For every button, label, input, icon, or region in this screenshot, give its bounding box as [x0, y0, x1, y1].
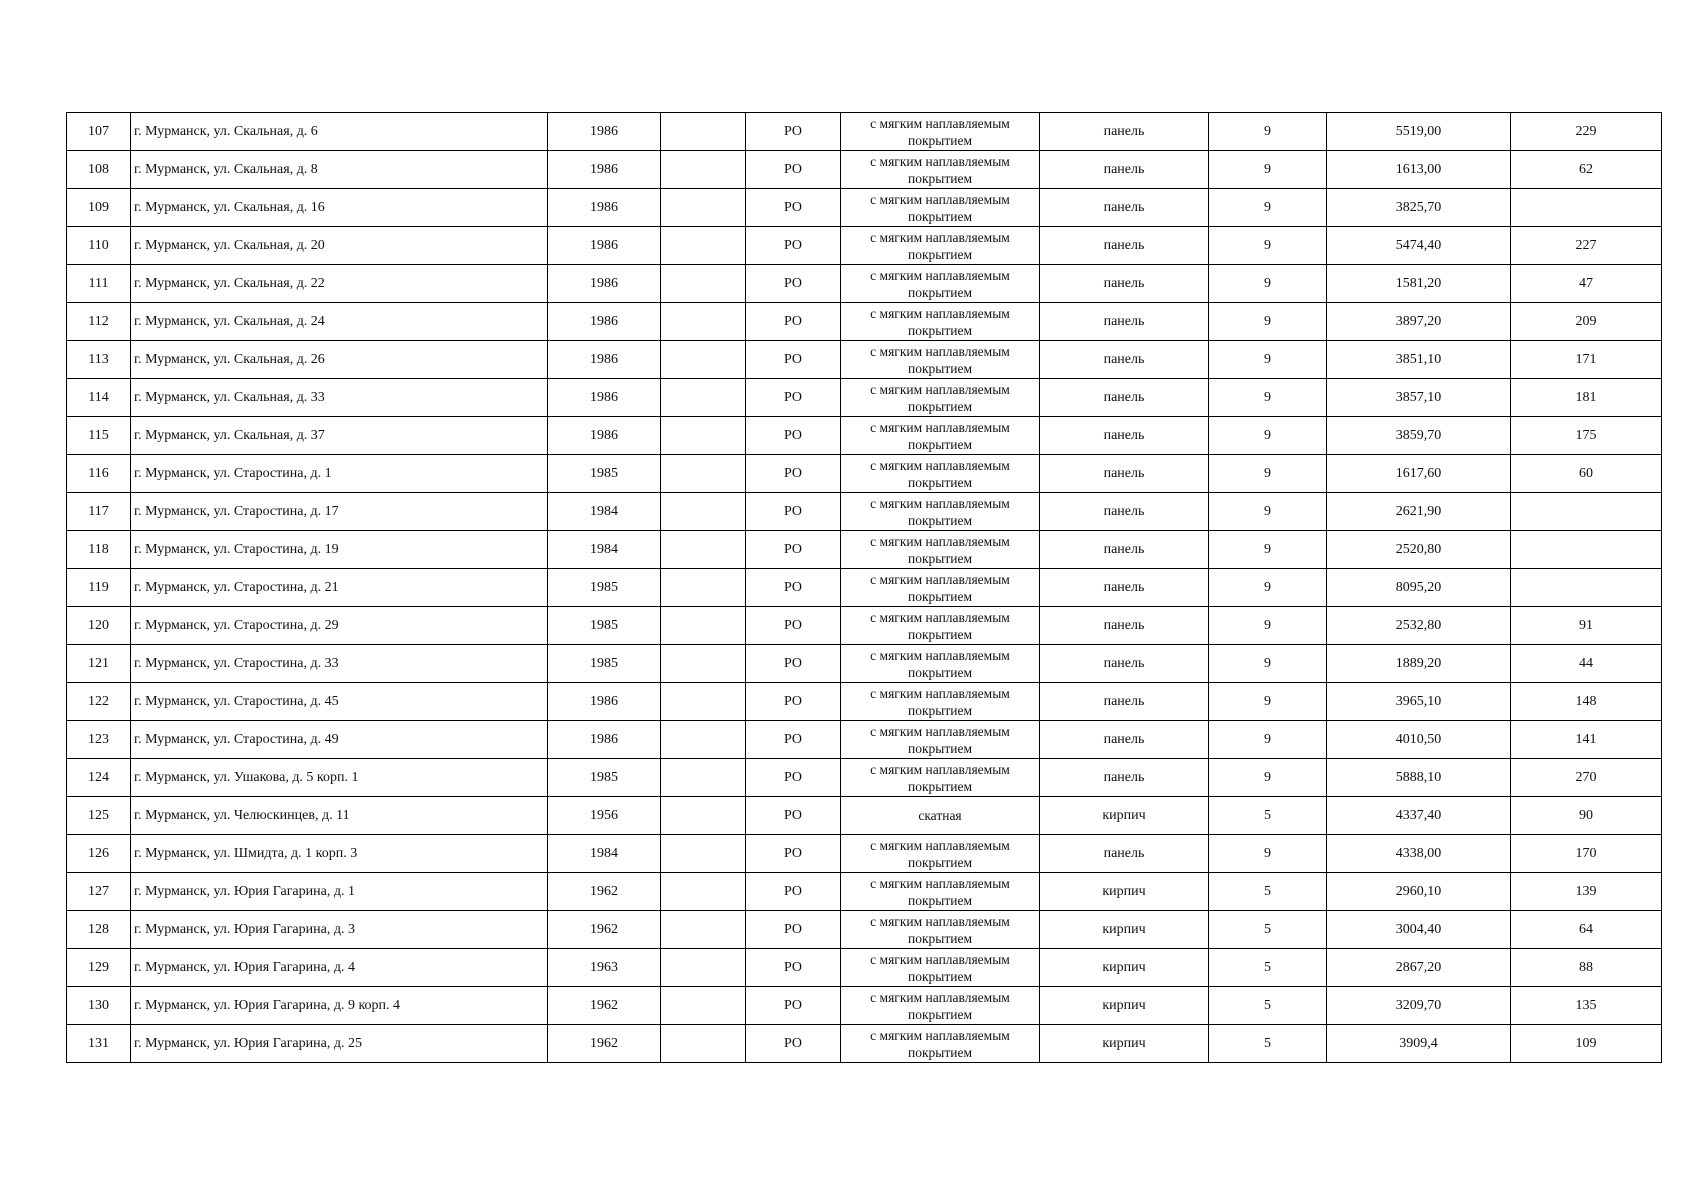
roof-type-cell: с мягким наплавляемым покрытием — [841, 949, 1040, 987]
area-cell: 2867,20 — [1327, 949, 1511, 987]
build-year-cell: 1986 — [548, 379, 661, 417]
fund-cell: РО — [746, 569, 841, 607]
build-year-cell: 1962 — [548, 911, 661, 949]
fund-cell: РО — [746, 265, 841, 303]
fund-cell: РО — [746, 949, 841, 987]
residents-cell: 175 — [1511, 417, 1662, 455]
floors-cell: 9 — [1209, 227, 1327, 265]
table-row — [67, 569, 1662, 607]
empty-cell — [661, 493, 746, 531]
residents-cell — [1511, 531, 1662, 569]
address-cell: г. Мурманск, ул. Юрия Гагарина, д. 25 — [131, 1025, 548, 1063]
residents-cell: 148 — [1511, 683, 1662, 721]
wall-material-cell: кирпич — [1040, 1025, 1209, 1063]
area-cell: 4010,50 — [1327, 721, 1511, 759]
roof-type-cell: с мягким наплавляемым покрытием — [841, 265, 1040, 303]
wall-material-cell: панель — [1040, 227, 1209, 265]
build-year-cell: 1962 — [548, 873, 661, 911]
floors-cell: 9 — [1209, 645, 1327, 683]
empty-cell — [661, 797, 746, 835]
wall-material-cell: панель — [1040, 379, 1209, 417]
fund-cell: РО — [746, 227, 841, 265]
row-number-cell: 123 — [67, 721, 131, 759]
table-row — [67, 873, 1662, 911]
table-row — [67, 189, 1662, 227]
address-cell: г. Мурманск, ул. Ушакова, д. 5 корп. 1 — [131, 759, 548, 797]
floors-cell: 9 — [1209, 531, 1327, 569]
residents-cell: 64 — [1511, 911, 1662, 949]
address-cell: г. Мурманск, ул. Скальная, д. 26 — [131, 341, 548, 379]
empty-cell — [661, 265, 746, 303]
table-row — [67, 227, 1662, 265]
row-number-cell: 114 — [67, 379, 131, 417]
table-row — [67, 151, 1662, 189]
wall-material-cell: панель — [1040, 189, 1209, 227]
table-row — [67, 265, 1662, 303]
area-cell: 1889,20 — [1327, 645, 1511, 683]
roof-type-cell: с мягким наплавляемым покрытием — [841, 759, 1040, 797]
residents-cell: 62 — [1511, 151, 1662, 189]
residents-cell: 60 — [1511, 455, 1662, 493]
roof-type-cell: с мягким наплавляемым покрытием — [841, 303, 1040, 341]
table-row — [67, 531, 1662, 569]
wall-material-cell: панель — [1040, 303, 1209, 341]
table-row — [67, 1025, 1662, 1063]
address-cell: г. Мурманск, ул. Скальная, д. 24 — [131, 303, 548, 341]
floors-cell: 9 — [1209, 721, 1327, 759]
address-cell: г. Мурманск, ул. Скальная, д. 8 — [131, 151, 548, 189]
row-number-cell: 116 — [67, 455, 131, 493]
roof-type-cell: с мягким наплавляемым покрытием — [841, 227, 1040, 265]
fund-cell: РО — [746, 341, 841, 379]
residents-cell — [1511, 189, 1662, 227]
address-cell: г. Мурманск, ул. Старостина, д. 21 — [131, 569, 548, 607]
area-cell: 2621,90 — [1327, 493, 1511, 531]
table-row — [67, 911, 1662, 949]
wall-material-cell: панель — [1040, 759, 1209, 797]
row-number-cell: 122 — [67, 683, 131, 721]
row-number-cell: 111 — [67, 265, 131, 303]
build-year-cell: 1985 — [548, 645, 661, 683]
roof-type-cell: с мягким наплавляемым покрытием — [841, 417, 1040, 455]
area-cell: 2960,10 — [1327, 873, 1511, 911]
table-row — [67, 417, 1662, 455]
row-number-cell: 117 — [67, 493, 131, 531]
table-row — [67, 797, 1662, 835]
row-number-cell: 124 — [67, 759, 131, 797]
address-cell: г. Мурманск, ул. Шмидта, д. 1 корп. 3 — [131, 835, 548, 873]
empty-cell — [661, 721, 746, 759]
address-cell: г. Мурманск, ул. Старостина, д. 17 — [131, 493, 548, 531]
empty-cell — [661, 911, 746, 949]
residents-cell: 209 — [1511, 303, 1662, 341]
row-number-cell: 121 — [67, 645, 131, 683]
area-cell: 3851,10 — [1327, 341, 1511, 379]
empty-cell — [661, 455, 746, 493]
empty-cell — [661, 607, 746, 645]
wall-material-cell: панель — [1040, 113, 1209, 151]
address-cell: г. Мурманск, ул. Старостина, д. 33 — [131, 645, 548, 683]
roof-type-cell: с мягким наплавляемым покрытием — [841, 987, 1040, 1025]
residents-cell — [1511, 493, 1662, 531]
floors-cell: 9 — [1209, 683, 1327, 721]
row-number-cell: 113 — [67, 341, 131, 379]
roof-type-cell: с мягким наплавляемым покрытием — [841, 493, 1040, 531]
empty-cell — [661, 569, 746, 607]
address-cell: г. Мурманск, ул. Юрия Гагарина, д. 9 корп. 4 — [131, 987, 548, 1025]
floors-cell: 5 — [1209, 911, 1327, 949]
wall-material-cell: кирпич — [1040, 873, 1209, 911]
fund-cell: РО — [746, 531, 841, 569]
wall-material-cell: панель — [1040, 607, 1209, 645]
table-row — [67, 113, 1662, 151]
wall-material-cell: панель — [1040, 645, 1209, 683]
build-year-cell: 1956 — [548, 797, 661, 835]
fund-cell: РО — [746, 151, 841, 189]
empty-cell — [661, 531, 746, 569]
address-cell: г. Мурманск, ул. Челюскинцев, д. 11 — [131, 797, 548, 835]
row-number-cell: 109 — [67, 189, 131, 227]
residents-cell: 44 — [1511, 645, 1662, 683]
address-cell: г. Мурманск, ул. Старостина, д. 49 — [131, 721, 548, 759]
roof-type-cell: с мягким наплавляемым покрытием — [841, 721, 1040, 759]
build-year-cell: 1962 — [548, 987, 661, 1025]
residents-cell: 171 — [1511, 341, 1662, 379]
floors-cell: 5 — [1209, 949, 1327, 987]
build-year-cell: 1986 — [548, 303, 661, 341]
empty-cell — [661, 379, 746, 417]
empty-cell — [661, 341, 746, 379]
table-row — [67, 721, 1662, 759]
table-row — [67, 987, 1662, 1025]
floors-cell: 9 — [1209, 151, 1327, 189]
area-cell: 2520,80 — [1327, 531, 1511, 569]
address-cell: г. Мурманск, ул. Старостина, д. 19 — [131, 531, 548, 569]
floors-cell: 5 — [1209, 987, 1327, 1025]
build-year-cell: 1985 — [548, 455, 661, 493]
build-year-cell: 1985 — [548, 569, 661, 607]
build-year-cell: 1986 — [548, 227, 661, 265]
residents-cell: 181 — [1511, 379, 1662, 417]
table-row — [67, 949, 1662, 987]
table-row — [67, 341, 1662, 379]
residents-cell: 227 — [1511, 227, 1662, 265]
wall-material-cell: панель — [1040, 569, 1209, 607]
build-year-cell: 1984 — [548, 493, 661, 531]
empty-cell — [661, 835, 746, 873]
residents-cell: 229 — [1511, 113, 1662, 151]
area-cell: 5474,40 — [1327, 227, 1511, 265]
build-year-cell: 1986 — [548, 265, 661, 303]
empty-cell — [661, 645, 746, 683]
roof-type-cell: с мягким наплавляемым покрытием — [841, 379, 1040, 417]
empty-cell — [661, 987, 746, 1025]
fund-cell: РО — [746, 873, 841, 911]
area-cell: 3909,4 — [1327, 1025, 1511, 1063]
roof-type-cell: с мягким наплавляемым покрытием — [841, 873, 1040, 911]
table-row — [67, 493, 1662, 531]
wall-material-cell: кирпич — [1040, 949, 1209, 987]
fund-cell: РО — [746, 303, 841, 341]
wall-material-cell: панель — [1040, 683, 1209, 721]
row-number-cell: 110 — [67, 227, 131, 265]
fund-cell: РО — [746, 607, 841, 645]
residents-cell: 270 — [1511, 759, 1662, 797]
wall-material-cell: панель — [1040, 455, 1209, 493]
wall-material-cell: кирпич — [1040, 911, 1209, 949]
residents-cell: 141 — [1511, 721, 1662, 759]
build-year-cell: 1986 — [548, 721, 661, 759]
address-cell: г. Мурманск, ул. Старостина, д. 29 — [131, 607, 548, 645]
residents-cell: 47 — [1511, 265, 1662, 303]
row-number-cell: 127 — [67, 873, 131, 911]
address-cell: г. Мурманск, ул. Старостина, д. 45 — [131, 683, 548, 721]
table-row — [67, 455, 1662, 493]
fund-cell: РО — [746, 835, 841, 873]
fund-cell: РО — [746, 493, 841, 531]
residents-cell: 88 — [1511, 949, 1662, 987]
empty-cell — [661, 189, 746, 227]
address-cell: г. Мурманск, ул. Скальная, д. 6 — [131, 113, 548, 151]
area-cell: 3965,10 — [1327, 683, 1511, 721]
build-year-cell: 1963 — [548, 949, 661, 987]
build-year-cell: 1984 — [548, 835, 661, 873]
roof-type-cell: с мягким наплавляемым покрытием — [841, 569, 1040, 607]
fund-cell: РО — [746, 455, 841, 493]
row-number-cell: 118 — [67, 531, 131, 569]
area-cell: 5519,00 — [1327, 113, 1511, 151]
area-cell: 3209,70 — [1327, 987, 1511, 1025]
row-number-cell: 131 — [67, 1025, 131, 1063]
residents-cell: 109 — [1511, 1025, 1662, 1063]
row-number-cell: 126 — [67, 835, 131, 873]
roof-type-cell: с мягким наплавляемым покрытием — [841, 455, 1040, 493]
roof-type-cell: с мягким наплавляемым покрытием — [841, 683, 1040, 721]
area-cell: 4337,40 — [1327, 797, 1511, 835]
residents-cell: 139 — [1511, 873, 1662, 911]
row-number-cell: 120 — [67, 607, 131, 645]
build-year-cell: 1986 — [548, 189, 661, 227]
area-cell: 1617,60 — [1327, 455, 1511, 493]
address-cell: г. Мурманск, ул. Скальная, д. 20 — [131, 227, 548, 265]
address-cell: г. Мурманск, ул. Скальная, д. 37 — [131, 417, 548, 455]
table-row — [67, 683, 1662, 721]
fund-cell: РО — [746, 1025, 841, 1063]
residents-cell — [1511, 569, 1662, 607]
row-number-cell: 112 — [67, 303, 131, 341]
wall-material-cell: панель — [1040, 341, 1209, 379]
roof-type-cell: скатная — [841, 797, 1040, 835]
wall-material-cell: панель — [1040, 265, 1209, 303]
roof-type-cell: с мягким наплавляемым покрытием — [841, 835, 1040, 873]
table-row — [67, 835, 1662, 873]
fund-cell: РО — [746, 645, 841, 683]
roof-type-cell: с мягким наплавляемым покрытием — [841, 341, 1040, 379]
wall-material-cell: панель — [1040, 721, 1209, 759]
empty-cell — [661, 227, 746, 265]
fund-cell: РО — [746, 379, 841, 417]
build-year-cell: 1986 — [548, 151, 661, 189]
roof-type-cell: с мягким наплавляемым покрытием — [841, 645, 1040, 683]
row-number-cell: 119 — [67, 569, 131, 607]
wall-material-cell: панель — [1040, 835, 1209, 873]
fund-cell: РО — [746, 721, 841, 759]
address-cell: г. Мурманск, ул. Юрия Гагарина, д. 3 — [131, 911, 548, 949]
table-row — [67, 379, 1662, 417]
floors-cell: 9 — [1209, 835, 1327, 873]
floors-cell: 5 — [1209, 1025, 1327, 1063]
area-cell: 3897,20 — [1327, 303, 1511, 341]
wall-material-cell: панель — [1040, 417, 1209, 455]
fund-cell: РО — [746, 683, 841, 721]
roof-type-cell: с мягким наплавляемым покрытием — [841, 189, 1040, 227]
empty-cell — [661, 759, 746, 797]
build-year-cell: 1986 — [548, 417, 661, 455]
empty-cell — [661, 417, 746, 455]
floors-cell: 9 — [1209, 341, 1327, 379]
housing-registry-table — [66, 112, 1662, 1063]
fund-cell: РО — [746, 759, 841, 797]
area-cell: 4338,00 — [1327, 835, 1511, 873]
build-year-cell: 1985 — [548, 759, 661, 797]
address-cell: г. Мурманск, ул. Скальная, д. 33 — [131, 379, 548, 417]
floors-cell: 9 — [1209, 265, 1327, 303]
area-cell: 3859,70 — [1327, 417, 1511, 455]
address-cell: г. Мурманск, ул. Юрия Гагарина, д. 1 — [131, 873, 548, 911]
floors-cell: 9 — [1209, 607, 1327, 645]
row-number-cell: 125 — [67, 797, 131, 835]
build-year-cell: 1986 — [548, 113, 661, 151]
build-year-cell: 1986 — [548, 341, 661, 379]
empty-cell — [661, 151, 746, 189]
address-cell: г. Мурманск, ул. Старостина, д. 1 — [131, 455, 548, 493]
residents-cell: 91 — [1511, 607, 1662, 645]
fund-cell: РО — [746, 113, 841, 151]
empty-cell — [661, 949, 746, 987]
row-number-cell: 129 — [67, 949, 131, 987]
area-cell: 2532,80 — [1327, 607, 1511, 645]
build-year-cell: 1985 — [548, 607, 661, 645]
registry-body — [67, 113, 1662, 1063]
fund-cell: РО — [746, 189, 841, 227]
row-number-cell: 108 — [67, 151, 131, 189]
area-cell: 3004,40 — [1327, 911, 1511, 949]
floors-cell: 9 — [1209, 569, 1327, 607]
roof-type-cell: с мягким наплавляемым покрытием — [841, 1025, 1040, 1063]
residents-cell: 135 — [1511, 987, 1662, 1025]
table-row — [67, 303, 1662, 341]
table-row — [67, 645, 1662, 683]
build-year-cell: 1984 — [548, 531, 661, 569]
build-year-cell: 1986 — [548, 683, 661, 721]
fund-cell: РО — [746, 417, 841, 455]
area-cell: 1613,00 — [1327, 151, 1511, 189]
wall-material-cell: панель — [1040, 151, 1209, 189]
roof-type-cell: с мягким наплавляемым покрытием — [841, 531, 1040, 569]
address-cell: г. Мурманск, ул. Скальная, д. 16 — [131, 189, 548, 227]
floors-cell: 9 — [1209, 113, 1327, 151]
row-number-cell: 115 — [67, 417, 131, 455]
wall-material-cell: кирпич — [1040, 987, 1209, 1025]
empty-cell — [661, 873, 746, 911]
table-row — [67, 607, 1662, 645]
table-row — [67, 759, 1662, 797]
address-cell: г. Мурманск, ул. Скальная, д. 22 — [131, 265, 548, 303]
roof-type-cell: с мягким наплавляемым покрытием — [841, 911, 1040, 949]
fund-cell: РО — [746, 797, 841, 835]
floors-cell: 9 — [1209, 759, 1327, 797]
area-cell: 3825,70 — [1327, 189, 1511, 227]
floors-cell: 9 — [1209, 379, 1327, 417]
area-cell: 8095,20 — [1327, 569, 1511, 607]
wall-material-cell: панель — [1040, 531, 1209, 569]
floors-cell: 5 — [1209, 797, 1327, 835]
floors-cell: 9 — [1209, 417, 1327, 455]
roof-type-cell: с мягким наплавляемым покрытием — [841, 151, 1040, 189]
floors-cell: 9 — [1209, 189, 1327, 227]
roof-type-cell: с мягким наплавляемым покрытием — [841, 113, 1040, 151]
floors-cell: 9 — [1209, 493, 1327, 531]
empty-cell — [661, 303, 746, 341]
floors-cell: 5 — [1209, 873, 1327, 911]
build-year-cell: 1962 — [548, 1025, 661, 1063]
residents-cell: 90 — [1511, 797, 1662, 835]
residents-cell: 170 — [1511, 835, 1662, 873]
floors-cell: 9 — [1209, 455, 1327, 493]
empty-cell — [661, 113, 746, 151]
fund-cell: РО — [746, 987, 841, 1025]
floors-cell: 9 — [1209, 303, 1327, 341]
roof-type-cell: с мягким наплавляемым покрытием — [841, 607, 1040, 645]
wall-material-cell: кирпич — [1040, 797, 1209, 835]
row-number-cell: 128 — [67, 911, 131, 949]
row-number-cell: 130 — [67, 987, 131, 1025]
area-cell: 3857,10 — [1327, 379, 1511, 417]
row-number-cell: 107 — [67, 113, 131, 151]
fund-cell: РО — [746, 911, 841, 949]
wall-material-cell: панель — [1040, 493, 1209, 531]
empty-cell — [661, 683, 746, 721]
address-cell: г. Мурманск, ул. Юрия Гагарина, д. 4 — [131, 949, 548, 987]
empty-cell — [661, 1025, 746, 1063]
area-cell: 1581,20 — [1327, 265, 1511, 303]
area-cell: 5888,10 — [1327, 759, 1511, 797]
